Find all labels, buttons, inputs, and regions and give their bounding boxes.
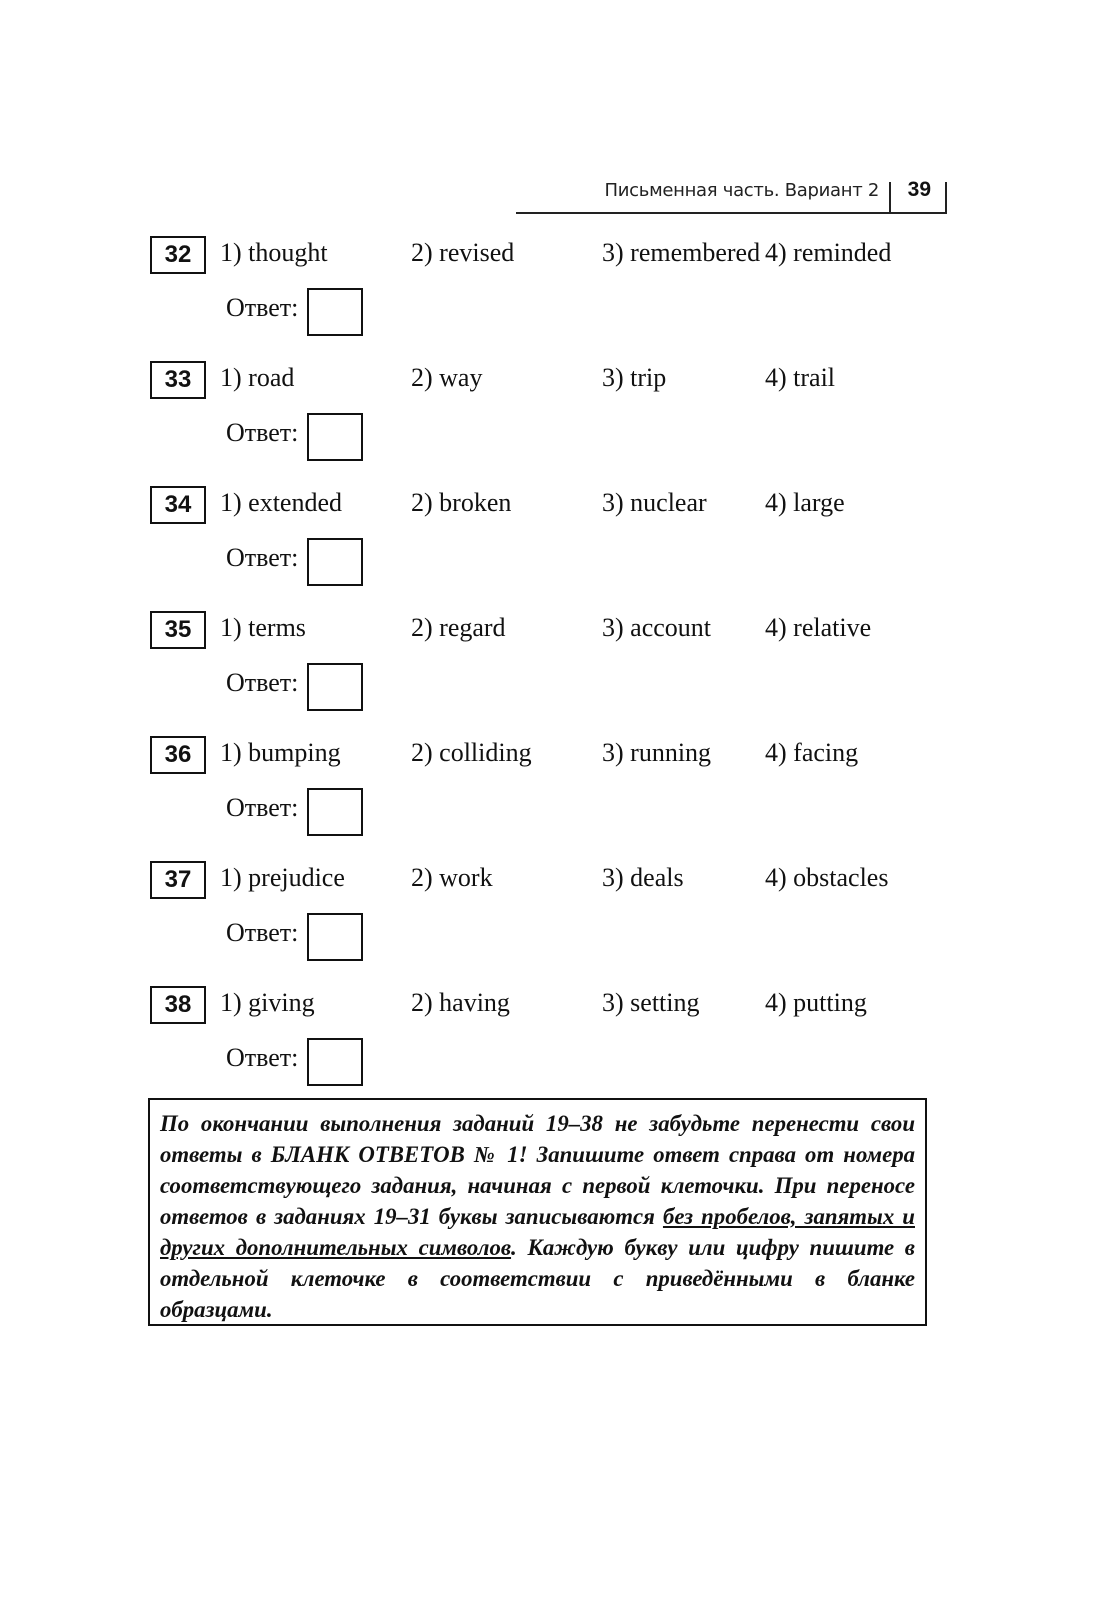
option-3[interactable]: 3) remembered [602,238,761,267]
option-4[interactable]: 4) large [765,488,845,517]
option-4[interactable]: 4) reminded [765,238,892,267]
header-separator [889,182,891,212]
option-2[interactable]: 2) broken [411,488,512,517]
answer-box[interactable] [307,538,363,586]
option-4[interactable]: 4) trail [765,363,836,392]
answer-label: Ответ: [226,293,299,322]
option-1[interactable]: 1) bumping [220,738,341,767]
option-2[interactable]: 2) regard [411,613,506,642]
header-title: Письменная часть. Вариант 2 [604,180,879,201]
option-1[interactable]: 1) giving [220,988,315,1017]
option-3[interactable]: 3) trip [602,363,667,392]
task-number: 33 [150,361,206,399]
option-3[interactable]: 3) nuclear [602,488,707,517]
task-35 [150,611,950,721]
option-4[interactable]: 4) obstacles [765,863,889,892]
option-2[interactable]: 2) work [411,863,493,892]
page-header [516,178,947,214]
task-number: 37 [150,861,206,899]
task-number: 36 [150,736,206,774]
task-number: 35 [150,611,206,649]
task-32 [150,236,950,346]
notice-text-end: . Каждую букву или цифру пишите в отдельной клеточке в соответствии с приведёнными в бланке образцами. [160,1235,915,1322]
notice-underlined-text: без пробелов, запятых и других дополнительных символов [160,1204,915,1260]
option-3[interactable]: 3) account [602,613,712,642]
header-edge [945,182,947,212]
option-3[interactable]: 3) running [602,738,712,767]
answer-box[interactable] [307,788,363,836]
answer-box[interactable] [307,413,363,461]
task-38 [150,986,950,1096]
option-2[interactable]: 2) way [411,363,483,392]
option-1[interactable]: 1) extended [220,488,343,517]
option-2[interactable]: 2) colliding [411,738,532,767]
option-2[interactable]: 2) having [411,988,510,1017]
task-34 [150,486,950,596]
answer-label: Ответ: [226,918,299,947]
option-4[interactable]: 4) facing [765,738,859,767]
task-number: 32 [150,236,206,274]
option-3[interactable]: 3) deals [602,863,684,892]
answer-label: Ответ: [226,418,299,447]
answer-box[interactable] [307,1038,363,1086]
option-1[interactable]: 1) road [220,363,295,392]
task-36 [150,736,950,846]
task-number: 38 [150,986,206,1024]
page-number: 39 [907,178,931,201]
task-37 [150,861,950,971]
option-1[interactable]: 1) thought [220,238,328,267]
instructions-notice [148,1098,927,1326]
notice-text: По окончании выполнения заданий 19–38 не забудьте перенести свои ответы в БЛАНК ОТВЕТОВ № 1! Запишите ответ справа от номера соответствующего задания, начиная с первой клеточки. При переносе ответов в заданиях 19–31 буквы записываются [160,1111,915,1229]
task-number: 34 [150,486,206,524]
answer-label: Ответ: [226,543,299,572]
answer-box[interactable] [307,913,363,961]
task-33 [150,361,950,471]
answer-box[interactable] [307,288,363,336]
answer-label: Ответ: [226,1043,299,1072]
option-1[interactable]: 1) terms [220,613,306,642]
answer-label: Ответ: [226,668,299,697]
answer-label: Ответ: [226,793,299,822]
answer-box[interactable] [307,663,363,711]
option-3[interactable]: 3) setting [602,988,700,1017]
option-2[interactable]: 2) revised [411,238,515,267]
option-1[interactable]: 1) prejudice [220,863,345,892]
option-4[interactable]: 4) putting [765,988,867,1017]
option-4[interactable]: 4) relative [765,613,872,642]
